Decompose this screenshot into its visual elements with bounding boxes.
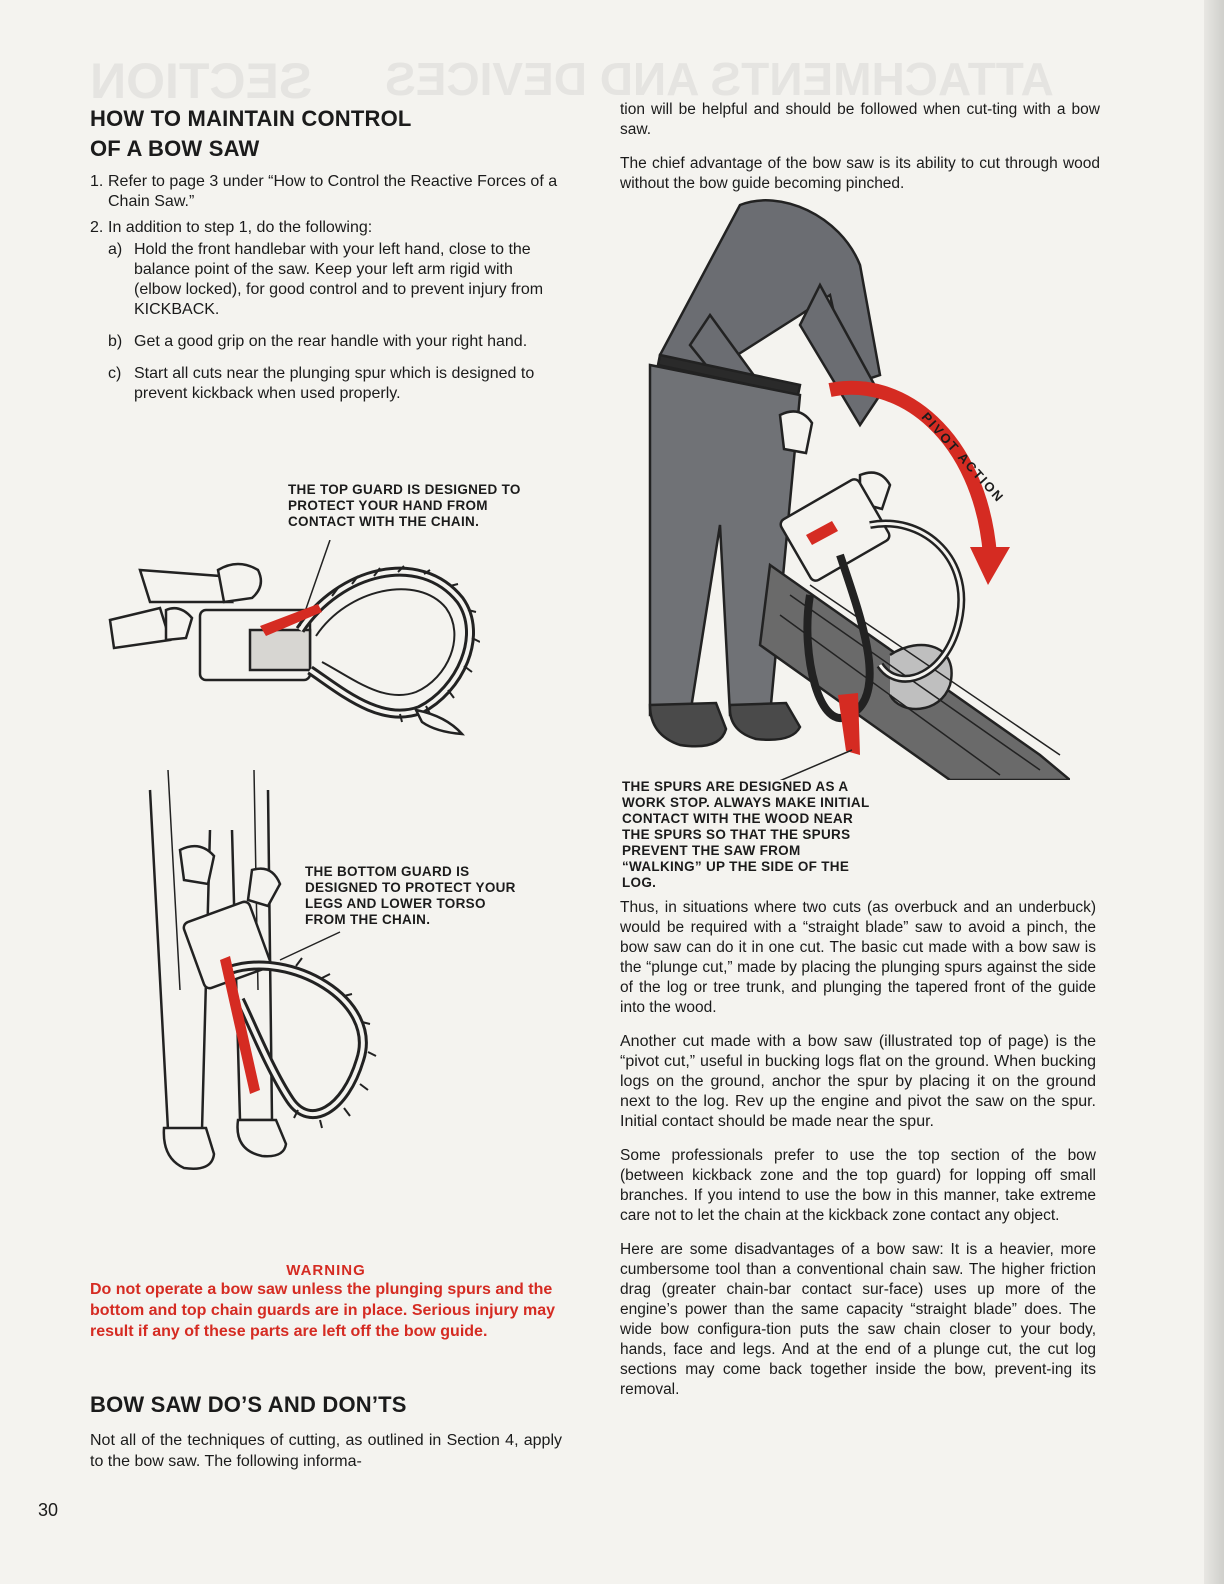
warning-box — [90, 1262, 562, 1342]
step-1-number: 1. — [90, 173, 104, 190]
substep-c-letter: c) — [108, 365, 122, 382]
control-heading-line1: HOW TO MAINTAIN CONTROL — [90, 106, 412, 131]
substep-b-letter: b) — [108, 333, 123, 350]
right-paragraph-advantage: The chief advantage of the bow saw is its ability to cut through wood without the bow guide becoming pinched. — [620, 155, 1100, 192]
warning-body: Do not operate a bow saw unless the plunging spurs and the bottom and top chain guards are in place. Serious injury may result if any of these parts are left off the bow guide. — [90, 1281, 555, 1340]
step-2-number: 2. — [90, 219, 104, 236]
right-column-top — [620, 100, 1100, 208]
page-number: 30 — [38, 1500, 59, 1520]
right-paragraph-continued: tion will be helpful and should be followed when cut-ting with a bow saw. — [620, 101, 1100, 138]
control-heading-line2: OF A BOW SAW — [90, 136, 260, 161]
control-steps — [90, 172, 562, 404]
step-1-text: Refer to page 3 under “How to Control the Reactive Forces of a Chain Saw.” — [108, 173, 558, 210]
step-2 — [90, 218, 562, 404]
substep-a — [108, 240, 562, 320]
right-paragraph-plunge-cut: Thus, in situations where two cuts (as overbuck and an underbuck) would be required with a “straight blade” saw to avoid a pinch, the bow saw can do it in one cut. The basic cut made with a bow saw is the “plunge cut,” made by placing the plunging spurs against the side of the log or tree trunk, and plunging the tapered front of the guide into the wood. — [620, 899, 1096, 1016]
step-1 — [90, 172, 562, 212]
step-2-text: In addition to step 1, do the following: — [108, 219, 373, 236]
substep-b-text: Get a good grip on the rear handle with your right hand. — [134, 333, 528, 350]
step-2-substeps — [108, 240, 562, 404]
bottom-guard-caption: THE BOTTOM GUARD IS DESIGNED TO PROTECT YOUR LEGS AND LOWER TORSO FROM THE CHAIN. — [305, 864, 516, 927]
substep-a-letter: a) — [108, 241, 123, 258]
top-guard-illustration — [100, 540, 480, 740]
page-edge-shadow — [1204, 0, 1224, 1584]
bottom-guard-illustration — [140, 770, 380, 1180]
pivot-action-label: PIVOT ACTION — [918, 409, 1008, 506]
bleed-through-heading: ATTACHMENTS AND DEVICES — [385, 53, 1054, 105]
right-paragraph-lopping: Some professionals prefer to use the top section of the bow (between kickback zone and the top guard) for lopping off small branches. If you intend to use the bow in this manner, take extreme care not to let the chain at the kickback zone contact any object. — [620, 1147, 1096, 1224]
top-guard-caption: THE TOP GUARD IS DESIGNED TO PROTECT YOUR HAND FROM CONTACT WITH THE CHAIN. — [288, 482, 521, 529]
dos-and-donts-section — [90, 1390, 562, 1486]
right-paragraph-disadvantages: Here are some disadvantages of a bow saw: It is a heavier, more cumbersome tool than a conventional chain saw. The higher friction drag (greater chain-bar contact sur-face) uses up more of the engine’s power than the same capacity “straight blade” does. The wide bow configura-tion puts the saw chain closer to your body, hands, face and legs. And at the end of a plunge cut, the cut log sections may come back together inside the bow, prevent-ing its removal. — [620, 1241, 1096, 1398]
bleed-through-section: SECTION — [90, 53, 313, 109]
substep-a-text: Hold the front handlebar with your left hand, close to the balance point of the saw. Keep your left arm rigid with (elbow locked), for good control and to prevent injury from KICKBACK. — [134, 241, 544, 318]
substep-c-text: Start all cuts near the plunging spur which is designed to prevent kickback when used properly. — [134, 365, 535, 402]
substep-c — [108, 364, 562, 404]
pivot-cut-illustration — [620, 195, 1070, 780]
substep-b — [108, 332, 562, 352]
right-column-bottom — [620, 898, 1096, 1414]
right-paragraph-pivot-cut: Another cut made with a bow saw (illustrated top of page) is the “pivot cut,” useful in bucking logs flat on the ground. When bucking logs on the ground, anchor the spur by placing it on the ground next to the log. Rev up the engine and pivot the saw on the spur. Initial contact should be made near the spur. — [620, 1033, 1096, 1130]
dos-and-donts-heading: BOW SAW DO’S AND DON’TS — [90, 1392, 407, 1417]
control-heading — [90, 104, 562, 164]
dos-and-donts-intro: Not all of the techniques of cutting, as outlined in Section 4, apply to the bow saw. The following informa- — [90, 1432, 562, 1470]
left-column — [90, 104, 562, 416]
warning-title: WARNING — [286, 1262, 366, 1279]
spurs-caption: THE SPURS ARE DESIGNED AS A WORK STOP. ALWAYS MAKE INITIAL CONTACT WITH THE WOOD NEAR THE SPURS SO THAT THE SPURS PREVENT THE SAW FROM “WALKING” UP THE SIDE OF THE LOG. — [622, 779, 870, 890]
